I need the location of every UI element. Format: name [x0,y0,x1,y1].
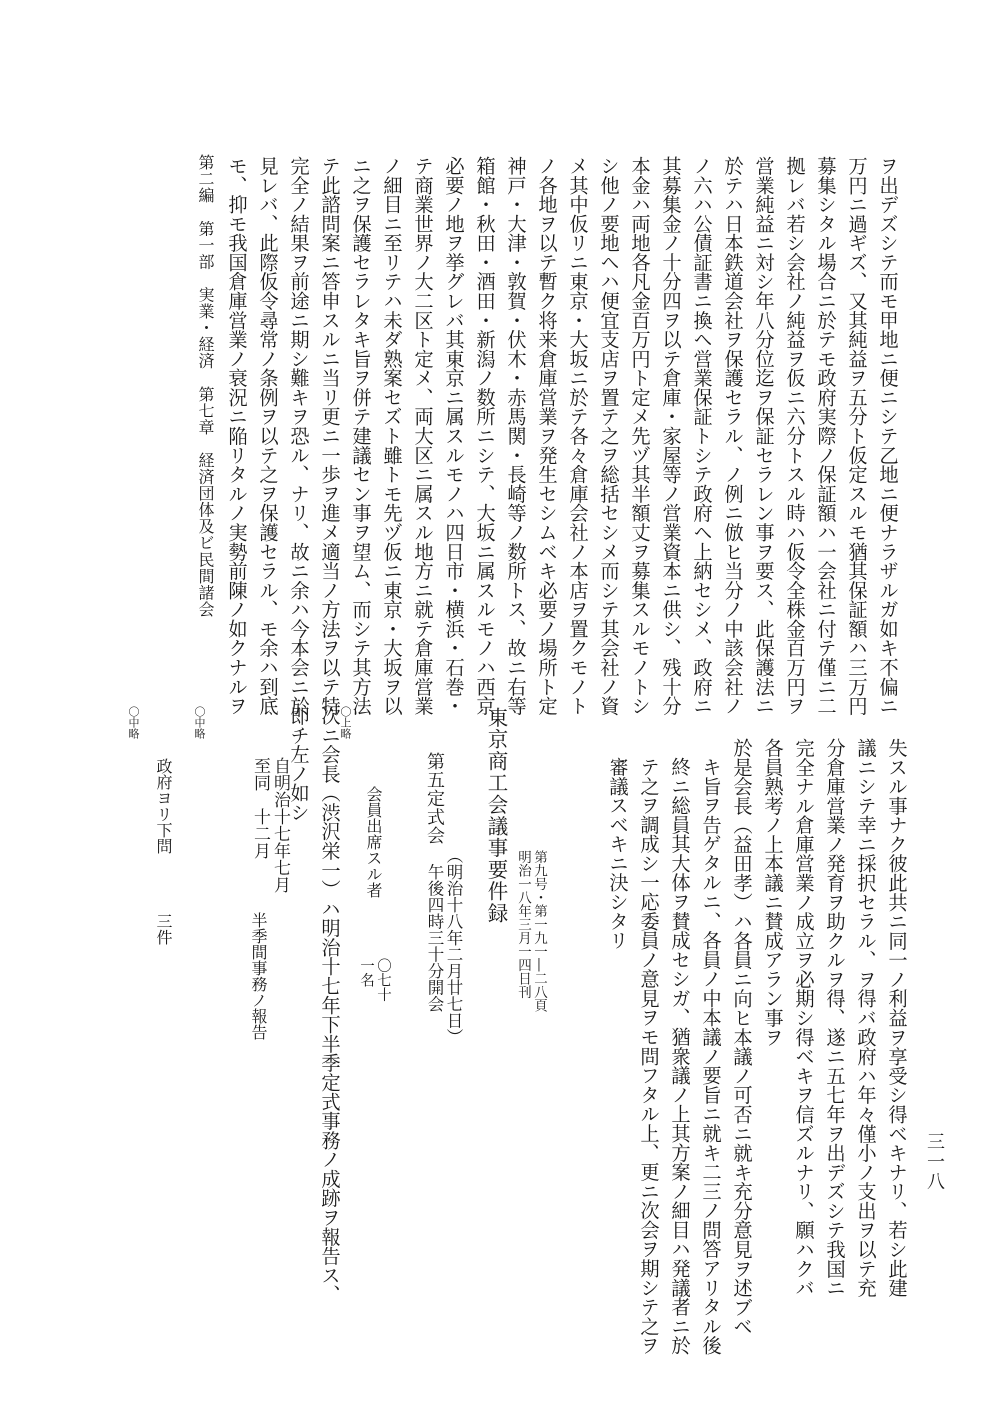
report-period [250,757,290,893]
lower-column: 完全ナル倉庫営業ノ成立ヲ必期シ得ベキヲ信ズルナリ、願ハクバ [792,738,815,1298]
upper-column: 本金ハ両地各凡金百万円ト定メ先ヅ其半額丈ヲ募集スルモノトシ [628,156,651,716]
report-line: 即チ左ノ如シ [287,706,310,822]
upper-column: モ、抑モ我国倉庫営業ノ衰況ニ陥リタルノ実勢前陳ノ如クナルヲ [225,156,248,716]
upper-column: テ商業世界ノ大二区ト定メ、両大区ニ属スル地方ニ就テ倉庫営業 [411,156,434,716]
lower-column: 各員熟考ノ上本議ニ賛成アラン事ヲ [761,738,784,1047]
lower-column: 議ニシテ幸ニ採択セラル、ヲ得バ政府ハ年々僅小ノ支出ヲ以テ充 [854,738,877,1298]
upper-column: ヲ出デズシテ而モ甲地ニ便ニシテ乙地ニ便ナラザルガ如キ不偏ニ [876,156,899,716]
source-note-line1: 第九号・第一九一―二八頁 [531,850,547,1012]
upper-column: ノ各地ヲ以テ暫ク将来倉庫営業ヲ発生セシムベキ必要ノ場所ト定 [535,156,558,716]
lower-column: 終ニ総員其大体ヲ賛成セシガ、猶衆議ノ上其方案ノ細目ハ発議者ニ於 [668,757,691,1355]
members-count-line2: 一名 [358,958,374,987]
page-number: 三一八 [924,1132,945,1192]
report-title: 半季間事務ノ報告 [249,912,268,1040]
lower-column: 失スル事ナク彼此共ニ同一ノ利益ヲ享受シ得ベキナリ、若シ此建 [885,738,908,1298]
omission-mark: 〇上略 [339,706,352,739]
upper-column: 見レバ、此際仮令尋常ノ条例ヲ以テ之ヲ保護セラル、モ余ハ到底 [256,156,279,716]
upper-column: ノ六ハ公債証書ニ換ヘ営業保証トシテ政府ヘ上納セシメ、政府ニ [690,156,713,716]
upper-column: ニ之ヲ保護セラレタキ旨ヲ併テ建議セン事ヲ望ム、而シテ其方法 [349,156,372,716]
upper-column: 神戸・大津・敦賀・伏木・赤馬関・長崎等ノ数所トス、故ニ右等 [504,156,527,716]
upper-column: シ他ノ要地ヘハ便宜支店ヲ置テ之ヲ総括セシメ而シテ其会社ノ資 [597,156,620,716]
inquiry-label: 政府ヨリ下問 [154,758,173,854]
omission-mark: 〇中略 [193,706,206,739]
record-heading: 東京商工会議事要件録 [484,707,508,924]
upper-column: 其募集金ノ十分四ヲ以テ倉庫・家屋等ノ営業資本ニ供シ、残十分 [659,156,682,716]
omission-mark: 〇中略 [127,706,140,739]
upper-column: 於テハ日本鉄道会社ヲ保護セラル、ノ例ニ倣ヒ当分ノ中該会社ノ [721,156,744,716]
source-note [515,850,547,1012]
lower-column: 審議スベキニ決シタリ [606,757,629,950]
members-count-line1: 〇七十 [375,958,391,1002]
lower-column: キ旨ヲ告ゲタルニ、各員ノ中本議ノ要旨ニ就キ二三ノ問答アリタル後 [699,757,722,1355]
period-from: 自明治十七年七月 [270,757,290,893]
running-head: 第二編 第一部 実業・経済 第七章 経済団体及ビ民間諸会 [196,154,215,618]
meeting-date [425,847,463,1045]
upper-column: 募集シタル場合ニ於テモ政府実際ノ保証額ハ一会社ニ付テ僅ニ二 [814,156,837,716]
period-to: 至同 十二月 [250,757,270,859]
meeting-title: 第五定式会 [424,752,445,845]
upper-column: 箱館・秋田・酒田・新潟ノ数所ニシテ、大坂ニ属スルモノハ西京 [473,156,496,716]
upper-column: 必要ノ地ヲ挙グレバ其東京ニ属スルモノハ四日市・横浜・石巻・ [442,156,465,716]
members-count [357,958,391,1002]
lower-column: 於是会長（益田孝）ハ各員ニ向ヒ本議ノ可否ニ就キ充分意見ヲ述ブベ [730,738,753,1336]
inquiry-count: 三件 [154,913,173,945]
meeting-date-line2: 午後四時三十分開会 [425,847,444,1012]
upper-column: 拠レバ若シ会社ノ純益ヲ仮ニ六分トスル時ハ仮令全株金百万円ヲ [783,156,806,716]
report-line: 次ニ会長（渋沢栄一）ハ明治十七年下半季定式事務ノ成跡ヲ報告ス、 [318,706,341,1304]
meeting-date-line1: （明治十八年二月廿七日） [444,847,463,1045]
upper-column: ノ細目ニ至リテハ未ダ熟案セズト雖トモ先ヅ仮ニ東京・大坂ヲ以 [380,156,403,716]
source-note-line2: 明治一八年三月一四日刊 [515,850,531,999]
upper-column: 万円ニ過ギズ、又其純益ヲ五分ト仮定スルモ猶其保証額ハ三万円 [845,156,868,716]
lower-column: 分倉庫営業ノ発育ヲ助クルヲ得、遂ニ五七年ヲ出デズシテ我国ニ [823,738,846,1298]
upper-column: 完全ノ結果ヲ前途ニ期シ難キヲ恐ル、ナリ、故ニ余ハ今本会ニ於 [287,156,310,716]
lower-column: テ之ヲ調成シ一応委員ノ意見ヲモ問フタル上、更ニ次会ヲ期シテ之ヲ [637,757,660,1355]
members-present: 会員出席スル者 [364,786,383,898]
upper-column: メ其中仮リニ東京・大坂ニ於テ各々倉庫会社ノ本店ヲ置クモノト [566,156,589,716]
upper-column: 営業純益ニ対シ年八分位迄ヲ保証セラレン事ヲ要ス、此保護法ニ [752,156,775,716]
upper-column: テ此諮問案ニ答申スルニ当リ更ニ一歩ヲ進メ適当ノ方法ヲ以テ特 [318,156,341,716]
